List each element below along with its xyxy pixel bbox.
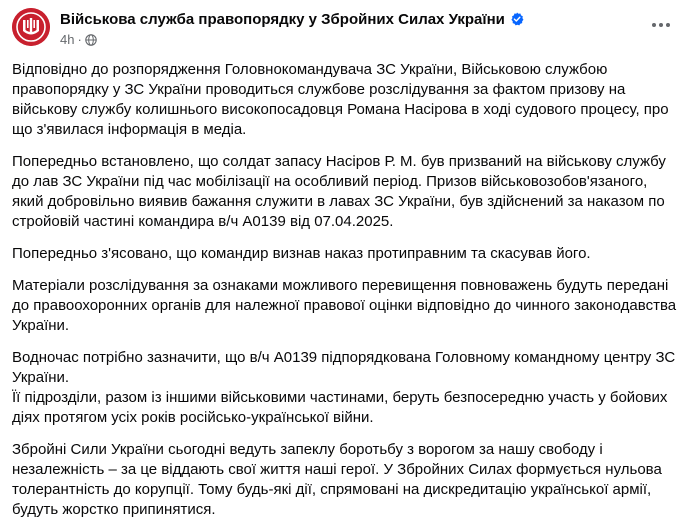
post-header (12, 8, 676, 52)
globe-icon[interactable] (85, 34, 97, 46)
page-name[interactable] (60, 11, 524, 28)
post-paragraph: Матеріали розслідування за ознаками можливого перевищення повноважень будуть передані до правоохоронних органів для належної правової оцінки відповідно до чинного законодавства України. (12, 277, 677, 334)
more-options-icon-dot (666, 23, 670, 27)
post-paragraph: Попередньо з'ясовано, що командир визнав наказ протиправним та скасував його. (12, 245, 591, 262)
meta-separator: · (77, 32, 82, 47)
post-paragraph: Збройні Сили України сьогодні ведуть запеклу боротьбу з ворогом за нашу свободу і незалежність – за це віддають свої життя наші герої. У Збройних Силах формується нульова толерантність до корупції. Тому будь-які дії, спрямовані на дискредитацію української армії, будуть жорстко припинятися. (12, 441, 662, 518)
more-options-icon (652, 23, 656, 27)
post-paragraph: Водночас потрібно зазначити, що в/ч А0139 підпорядкована Головному командному центру ЗС України. (12, 349, 676, 386)
more-options-icon-dot (659, 23, 663, 27)
military-police-emblem-icon (12, 8, 50, 46)
post-meta (60, 32, 97, 47)
post-text (12, 60, 680, 532)
page-avatar[interactable] (12, 8, 50, 46)
verified-badge-icon (510, 12, 524, 26)
post-timestamp[interactable]: 4h (60, 32, 75, 47)
post-paragraph: Відповідно до розпорядження Головнокомандувача ЗС України, Військовою службою правопорядку у ЗС України проводиться службове розслідування за фактом призову на військову службу колишнього високопосадовця Романа Насірова в ході судового процесу, про що з'явилася інформація в медіа. (12, 61, 669, 138)
more-options-button[interactable] (646, 10, 676, 40)
page-name-text: Військова служба правопорядку у Збройних Силах України (60, 11, 505, 28)
post-paragraph: Її підрозділи, разом із іншими військовими частинами, беруть безпосередню участь у бойових діях протягом усіх років російсько-української війни. (12, 389, 668, 426)
post-paragraph: Попередньо встановлено, що солдат запасу Насіров Р. М. був призваний на військову службу до лав ЗС України під час мобілізації на особливий період. Призов військовозобов'язаного, який добровільно виявив бажання служити в лавах ЗС України, був здійснений за наказом по стройовій частині командира в/ч А0139 від 07.04.2025. (12, 153, 666, 230)
